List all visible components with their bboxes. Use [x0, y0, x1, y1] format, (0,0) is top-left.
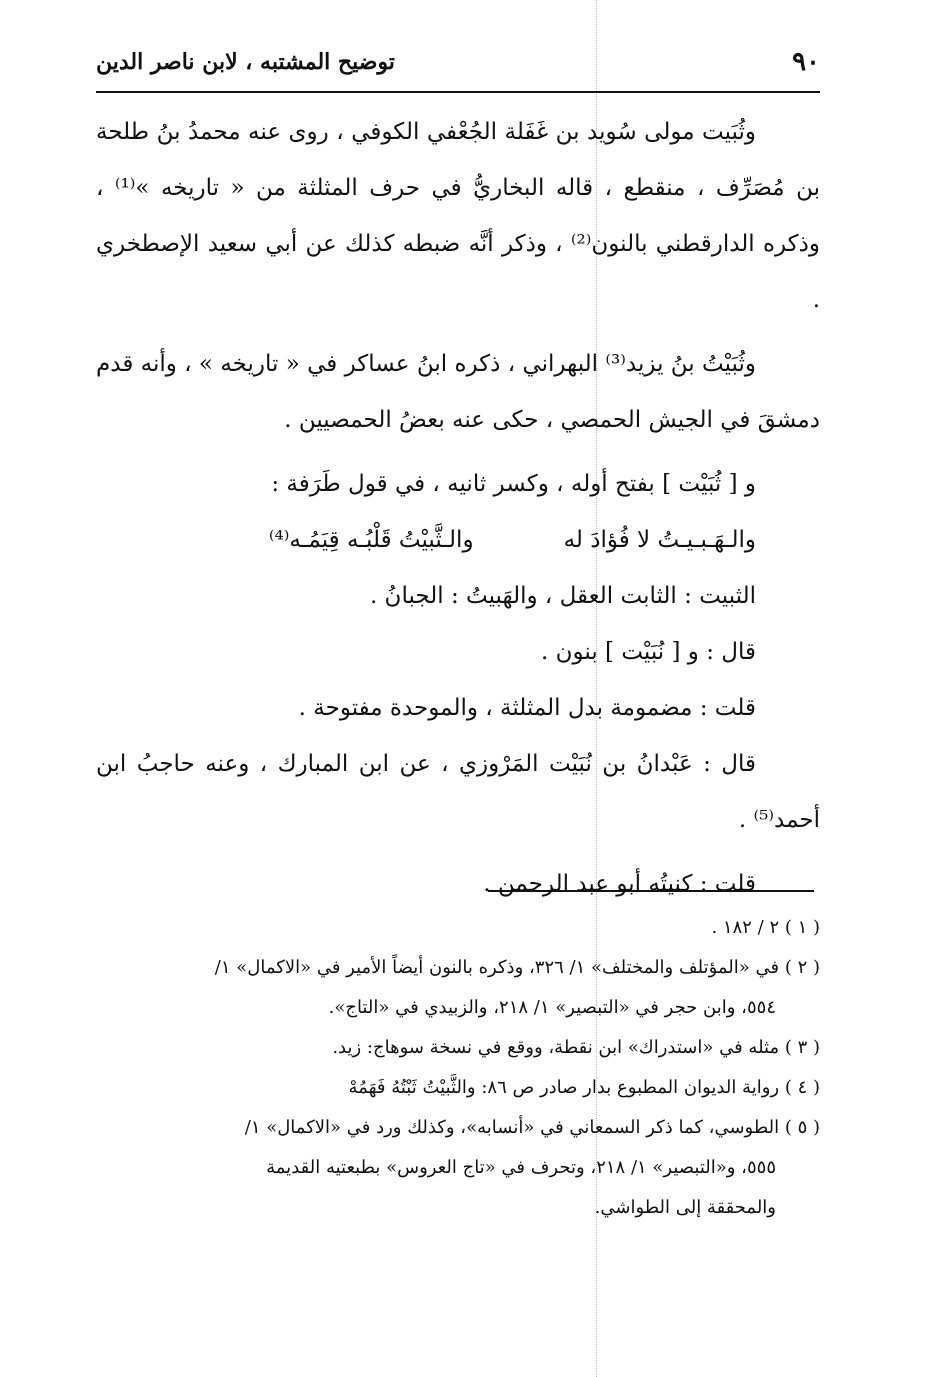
footnote-separator: [488, 890, 814, 892]
footnote-1: ( ١ ) ٢ / ١٨٢ .: [711, 917, 820, 938]
main-text: [96, 104, 820, 912]
paragraph-thubayt-bin-yazid: وثُبَيْتُ بنُ يزيد⁽³⁾ البهراني ، ذكره ابنُ عساكر في « تاريخه » ، وأنه قدم دمشقَ في الجيش الحمصي ، حكى عنه بعضُ الحمصيين .: [96, 351, 820, 433]
paragraph-thubayt-mawla: وثُبَيت مولى سُويد بن غَفَلة الجُعْفي الكوفي ، روى عنه محمدُ بنُ طلحة بن مُصَرِّف ، منقطع ، قاله البخاريُّ في حرف المثلثة من « تاريخه »⁽¹⁾ ، وذكره الدارقطني بالنون⁽²⁾ ، وذكر أنَّه ضبطه كذلك عن أبي سعيد الإصطخري .: [96, 119, 820, 313]
running-title: توضيح المشتبه ، لابن ناصر الدين: [96, 49, 395, 75]
page-number: ٩٠: [792, 47, 820, 77]
text-line-nubayt: قال : و [ نُبَيْت ] بنون .: [541, 639, 756, 665]
verse-first-hemistich: والـهَـبـيـتُ لا فُؤادَ له: [563, 527, 756, 553]
text-line-thabit-vocalization: و [ ثُبَيْت ] بفتح أوله ، وكسر ثانيه ، في قول طَرَفة :: [271, 471, 756, 497]
page-header: [96, 38, 820, 86]
text-line-qultu-vocalization: قلت : مضمومة بدل المثلثة ، والموحدة مفتوحة .: [298, 695, 756, 721]
text-line-kunya: قلت : كنيتُه أبو عبد الرحمن .: [483, 871, 756, 897]
footnote-2: ( ٢ ) في «المؤتلف والمختلف» ١/ ٣٢٦، وذكره بالنون أيضاً الأمير في «الاكمال» ١/: [214, 957, 820, 978]
footnotes: [96, 908, 820, 1228]
footnote-5-continued-2: والمحققة إلى الطواشي.: [594, 1197, 776, 1218]
text-line-definition: الثبيت : الثابت العقل ، والهَبيتُ : الجبانُ .: [369, 583, 756, 609]
header-rule: [96, 91, 820, 93]
paragraph-abdan: قال : عَبْدانُ بن نُبَيْت المَرْوزي ، عن ابن المبارك ، وعنه حاجبُ ابن أحمد⁽⁵⁾ .: [96, 751, 820, 833]
poetry-verse: [96, 512, 820, 568]
footnote-2-continued: ٥٥٤، وابن حجر في «التبصير» ١/ ٢١٨، والزبيدي في «التاج».: [328, 997, 776, 1018]
footnote-3: ( ٣ ) مثله في «استدراك» ابن نقطة، ووقع في نسخة سوهاج: زيد.: [332, 1037, 820, 1058]
verse-second-hemistich: والـثَّبيْتُ قَلْبُـه قِيَمُـه⁽⁴⁾: [268, 527, 474, 553]
footnote-5: ( ٥ ) الطوسي، كما ذكر السمعاني في «أنسابه»، وكذلك ورد في «الاكمال» ١/: [244, 1117, 820, 1138]
footnote-4: ( ٤ ) رواية الديوان المطبوع بدار صادر ص ٨٦: والثَّبيْتُ ثَبْتُهُ فَهَمُهْ: [348, 1077, 820, 1098]
footnote-5-continued: ٥٥٥، و«التبصير» ١/ ٢١٨، وتحرف في «تاج العروس» بطبعتيه القديمة: [266, 1157, 776, 1178]
